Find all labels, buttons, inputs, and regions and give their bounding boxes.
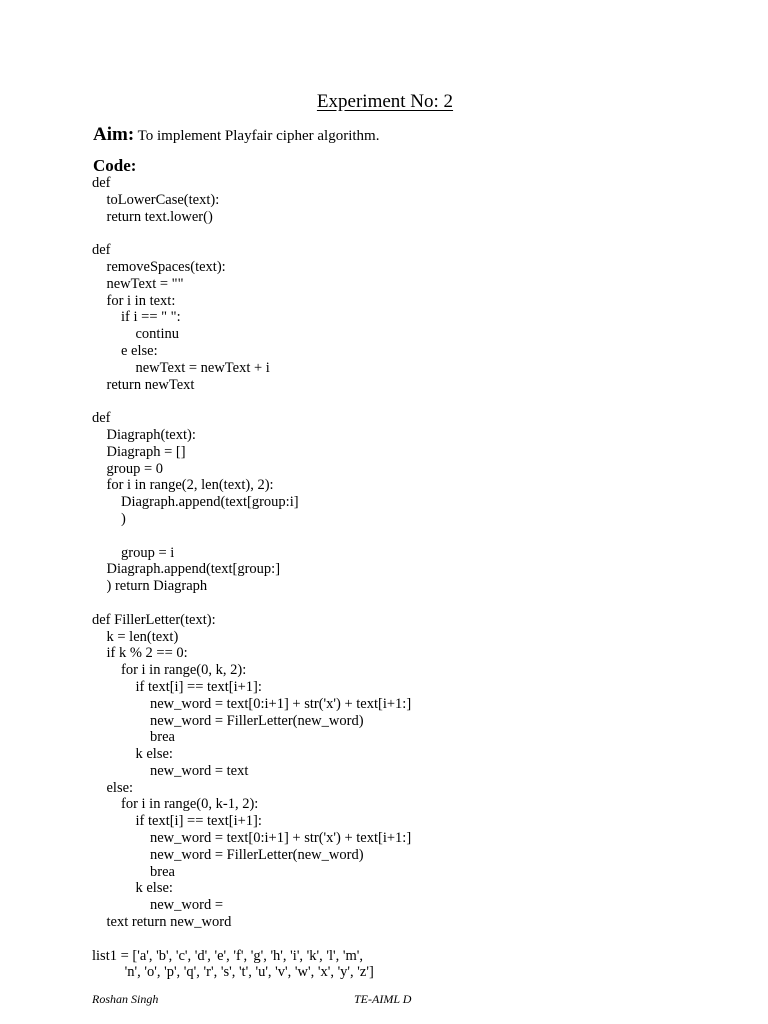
code-line: 'n', 'o', 'p', 'q', 'r', 's', 't', 'u', 'v', 'w', 'x', 'y', 'z'] (92, 964, 374, 981)
code-line: Diagraph = [] (92, 443, 186, 460)
code-line: def (92, 242, 111, 259)
footer-author: Roshan Singh (92, 992, 159, 1006)
code-line: new_word = FillerLetter(new_word) (92, 712, 364, 729)
code-line: k else: (92, 746, 173, 763)
code-line: ) return Diagraph (92, 578, 208, 595)
code-line: if k % 2 == 0: (92, 645, 188, 662)
code-line: Diagraph.append(text[group:] (92, 561, 281, 578)
code-line: if i == " ": (92, 309, 181, 326)
code-line: if text[i] == text[i+1]: (92, 678, 262, 695)
code-line (92, 931, 411, 948)
code-line: continu (92, 326, 179, 343)
code-line: return newText (92, 376, 195, 393)
code-line: new_word = text[0:i+1] + str('x') + text[i+1:] (92, 830, 412, 847)
aim-label: Aim: (93, 124, 135, 145)
code-line (92, 528, 411, 545)
code-block (92, 175, 411, 981)
code-line: def FillerLetter(text): (92, 611, 216, 628)
code-line: group = i (92, 544, 175, 561)
code-line (92, 393, 411, 410)
aim-text: To implement Playfair cipher algorithm. (137, 128, 380, 144)
code-line: brea (92, 729, 175, 746)
footer-class: TE-AIML D (354, 992, 412, 1006)
code-line: if text[i] == text[i+1]: (92, 813, 262, 830)
code-line: e else: (92, 342, 158, 359)
code-line: for i in text: (92, 292, 176, 309)
code-line: for i in range(2, len(text), 2): (92, 477, 274, 494)
code-line: for i in range(0, k-1, 2): (92, 796, 259, 813)
code-line: new_word = FillerLetter(new_word) (92, 846, 364, 863)
code-line: k else: (92, 880, 173, 897)
page-title (0, 90, 768, 114)
code-line: group = 0 (92, 460, 164, 477)
experiment-title: Experiment No: 2 (316, 91, 454, 112)
code-line: k = len(text) (92, 628, 179, 645)
code-line: brea (92, 863, 175, 880)
code-line: ) (92, 510, 126, 527)
code-line (92, 225, 411, 242)
code-line: else: (92, 779, 134, 796)
code-line: def (92, 410, 111, 427)
code-line: return text.lower() (92, 208, 213, 225)
aim-row (93, 124, 379, 147)
code-line: toLowerCase(text): (92, 191, 220, 208)
code-line: new_word = (92, 897, 224, 914)
code-line: new_word = text (92, 762, 249, 779)
code-line: newText = newText + i (92, 359, 270, 376)
code-line: newText = "" (92, 275, 184, 292)
code-line: new_word = text[0:i+1] + str('x') + text[i+1:] (92, 695, 412, 712)
code-line (92, 595, 411, 612)
code-line: removeSpaces(text): (92, 258, 226, 275)
code-line: text return new_word (92, 914, 232, 931)
code-line: def (92, 175, 111, 191)
code-line: Diagraph(text): (92, 426, 196, 443)
code-line: for i in range(0, k, 2): (92, 662, 247, 679)
code-line: Diagraph.append(text[group:i] (92, 494, 299, 511)
code-line: list1 = ['a', 'b', 'c', 'd', 'e', 'f', 'g', 'h', 'i', 'k', 'l', 'm', (92, 947, 364, 964)
code-heading: Code: (93, 156, 137, 175)
